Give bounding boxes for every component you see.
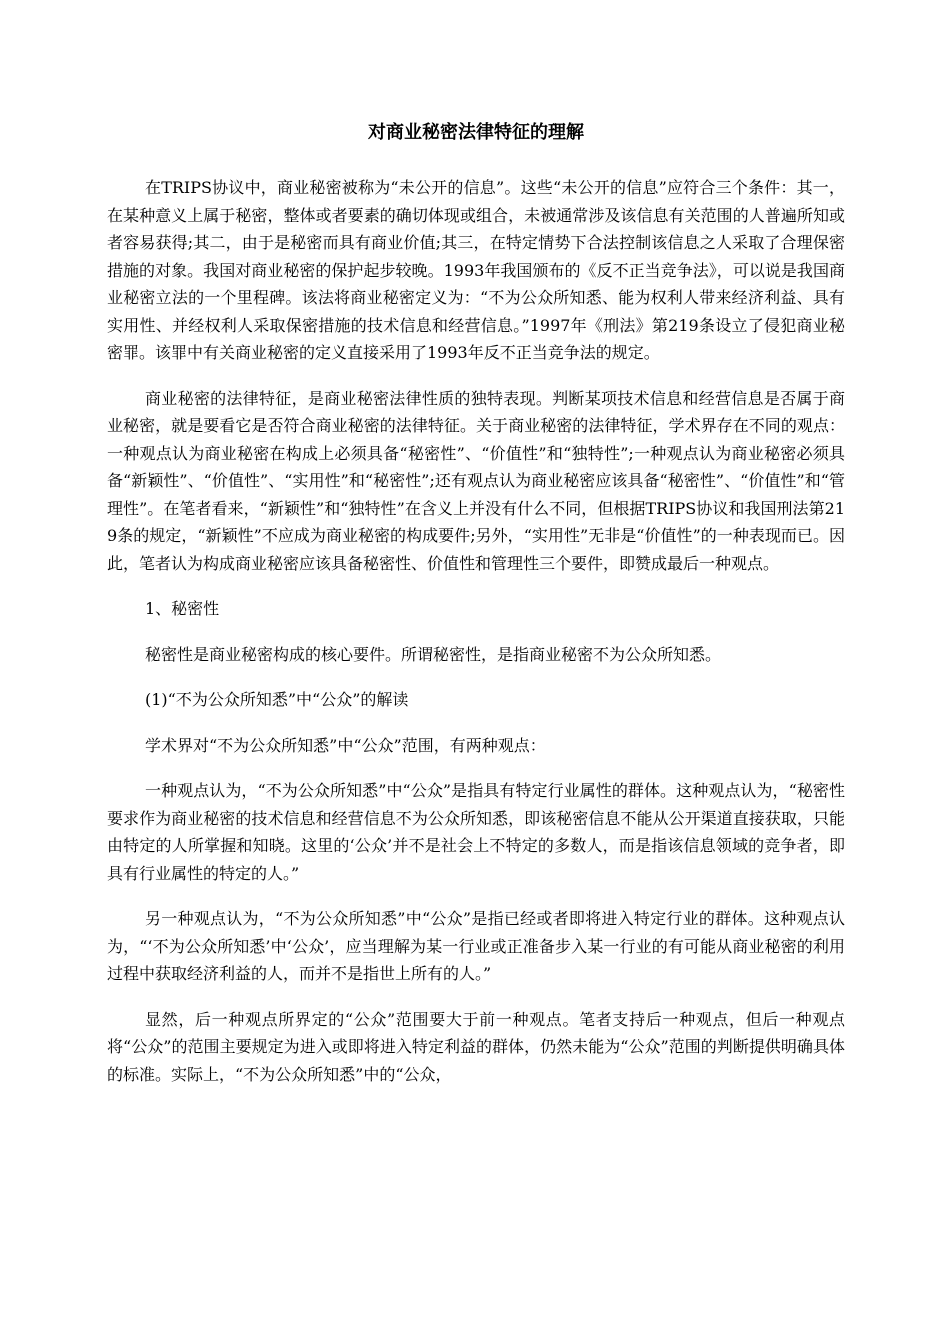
section-heading-secrecy: 1、秘密性 bbox=[145, 599, 220, 618]
document-title: 对商业秘密法律特征的理解 bbox=[368, 122, 584, 143]
paragraph-two-views: 学术界对“不为公众所知悉”中“公众”范围，有两种观点： bbox=[145, 735, 546, 755]
paragraph-trips-intro: 在TRIPS协议中，商业秘密被称为“未公开的信息”。这些“未公开的信息”应符合三个条件：其一，在某种意义上属于秘密，整体或者要素的确切体现或组合，未被通常涉及该信息有关范围的人普遍所知或者容易获得;其二，由于是秘密而具有商业价值;其三，在特定情势下合法控制该信息之人采取了合理保密措施的对象。我国对商业秘密的保护起步较晚。1993年我国颁布的《反不正当竞争法》，可以说是我国商业秘密立法的一个里程碑。该法将商业秘密定义为：“不为公众所知悉、能为权利人带来经济利益、具有实用性、并经权利人采取保密措施的技术信息和经营信息。”1997年《刑法》第219条设立了侵犯商业秘密罪。该罪中有关商业秘密的定义直接采用了1993年反不正当竞争法的规定。 bbox=[107, 178, 845, 362]
paragraph-secrecy-core: 秘密性是商业秘密构成的核心要件。所谓秘密性，是指商业秘密不为公众所知悉。 bbox=[145, 644, 722, 664]
paragraph-view-two: 另一种观点认为，“不为公众所知悉”中“公众”是指已经或者即将进入特定行业的群体。这种观点认为，“‘不为公众所知悉’中‘公众’，应当理解为某一行业或正准备步入某一行业的有可能从商业秘密的利用过程中获取经济利益的人，而并不是指世上所有的人。” bbox=[107, 909, 845, 983]
paragraph-author-view: 显然，后一种观点所界定的“公众”范围要大于前一种观点。笔者支持后一种观点，但后一种观点将“公众”的范围主要规定为进入或即将进入特定利益的群体，仍然未能为“公众”范围的判断提供明确具体的标准。实际上，“不为公众所知悉”中的“公众， bbox=[107, 1009, 845, 1084]
paragraph-legal-features: 商业秘密的法律特征，是商业秘密法律性质的独特表现。判断某项技术信息和经营信息是否属于商业秘密，就是要看它是否符合商业秘密的法律特征。关于商业秘密的法律特征，学术界存在不同的观点：一种观点认为商业秘密在构成上必须具备“秘密性”、“价值性”和“独特性”;一种观点认为商业秘密必须具备“新颖性”、“价值性”、“实用性”和“秘密性”;还有观点认为商业秘密应该具备“秘密性”、“价值性”和“管理性”。在笔者看来，“新颖性”和“独特性”在含义上并没有什么不同，但根据TRIPS协议和我国刑法第219条的规定，“新颖性”不应成为商业秘密的构成要件;另外，“实用性”无非是“价值性”的一种表现而已。因此，笔者认为构成商业秘密应该具备秘密性、价值性和管理性三个要件，即赞成最后一种观点。 bbox=[107, 388, 845, 573]
document-page bbox=[107, 118, 845, 1106]
paragraph-view-one: 一种观点认为，“不为公众所知悉”中“公众”是指具有特定行业属性的群体。这种观点认为，“秘密性要求作为商业秘密的技术信息和经营信息不为公众所知悉，即该秘密信息不能从公开渠道直接获取，只能由特定的人所掌握和知晓。这里的‘公众’并不是社会上不特定的多数人，而是指该信息领域的竞争者，即具有行业属性的特定的人。” bbox=[107, 781, 845, 883]
subsection-heading-public: (1)“不为公众所知悉”中“公众”的解读 bbox=[145, 690, 409, 709]
